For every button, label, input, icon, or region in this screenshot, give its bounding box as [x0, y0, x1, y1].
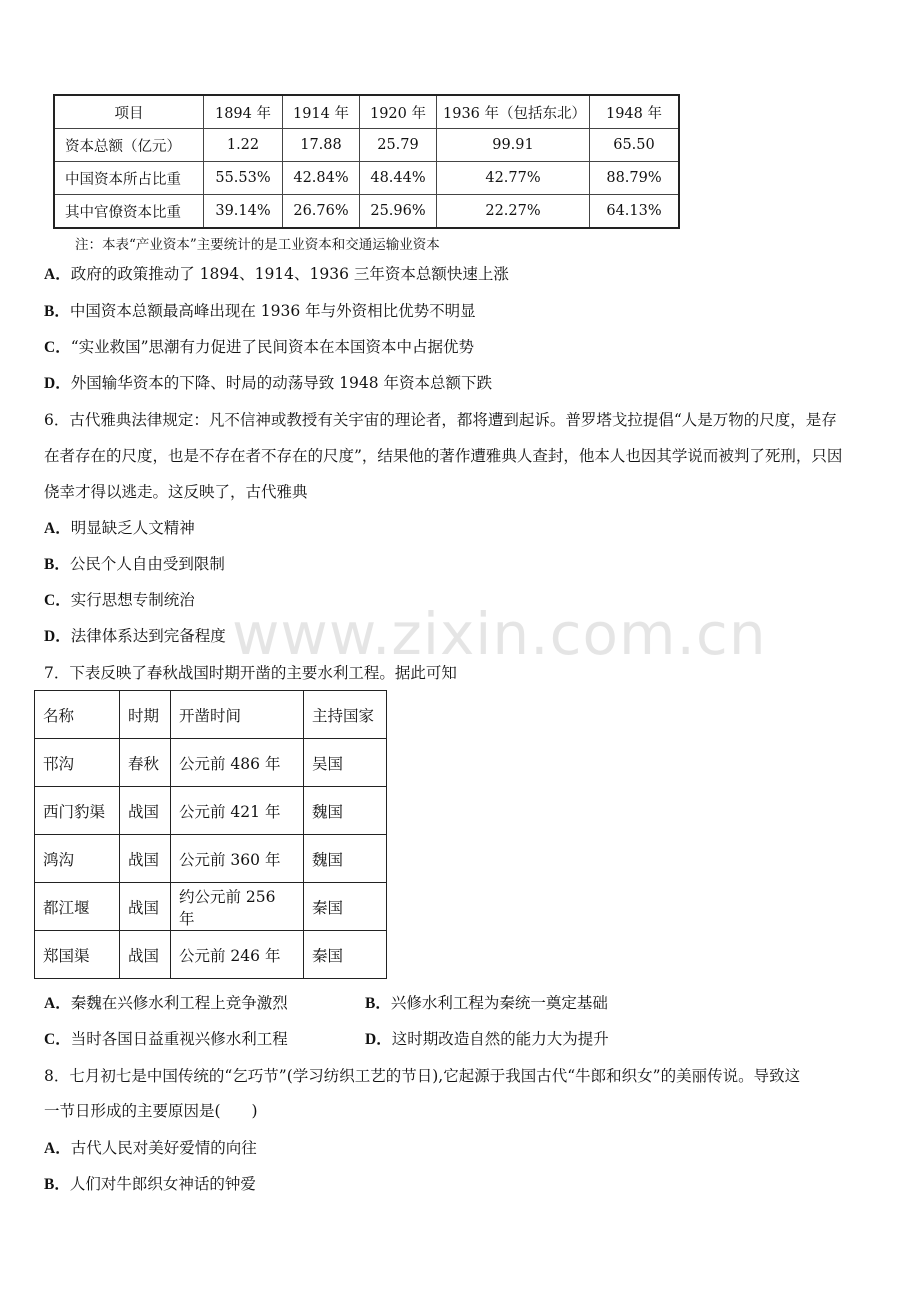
q7-option-a[interactable] — [44, 993, 288, 1014]
option-text: 兴修水利工程为秦统一奠定基础 — [390, 994, 608, 1012]
table-cell: 战国 — [120, 835, 171, 883]
table-cell: 64.13% — [590, 195, 680, 229]
q6-option-a[interactable] — [44, 518, 195, 539]
option-letter: C． — [44, 1031, 71, 1048]
table-cell: 公元前 486 年 — [171, 739, 304, 787]
table-cell: 战国 — [120, 883, 171, 931]
option-text: 法律体系达到完备程度 — [70, 627, 226, 645]
table-cell: 公元前 360 年 — [171, 835, 304, 883]
option-text: 秦魏在兴修水利工程上竞争激烈 — [70, 994, 288, 1012]
q8-option-a[interactable] — [44, 1138, 257, 1159]
q8-stem-line-1: 8．七月初七是中国传统的“乞巧节”(学习纺织工艺的节日),它起源于我国古代“牛郎和织女”的美丽传说。导致这 — [44, 1067, 801, 1085]
q7-option-b[interactable] — [365, 993, 608, 1014]
q6-option-b[interactable] — [44, 554, 225, 575]
table-cell: 17.88 — [283, 129, 360, 162]
option-text: 外国输华资本的下降、时局的动荡导致 1948 年资本总额下跌 — [70, 374, 493, 392]
option-letter: A． — [44, 520, 71, 537]
option-text: 中国资本总额最高峰出现在 1936 年与外资相比优势不明显 — [69, 302, 476, 320]
table-cell: 战国 — [120, 787, 171, 835]
table-cell: 88.79% — [590, 162, 680, 195]
table-cell: 鸿沟 — [35, 835, 120, 883]
option-letter: C． — [44, 592, 71, 609]
option-text: 当时各国日益重视兴修水利工程 — [70, 1030, 288, 1048]
table-cell: 中国资本所占比重 — [54, 162, 204, 195]
table-cell: 26.76% — [283, 195, 360, 229]
q6-stem-line-3: 侥幸才得以逃走。这反映了，古代雅典 — [44, 483, 308, 501]
option-letter: B． — [44, 1176, 70, 1193]
header-cell: 项目 — [54, 95, 204, 129]
table-cell: 25.96% — [360, 195, 437, 229]
table-row — [35, 835, 387, 883]
q5-option-b[interactable] — [44, 301, 476, 322]
table-cell: 48.44% — [360, 162, 437, 195]
option-letter: B． — [365, 995, 391, 1012]
option-letter: C． — [44, 339, 71, 356]
table-row — [54, 162, 679, 195]
q5-option-d[interactable] — [44, 373, 492, 394]
header-cell: 名称 — [35, 691, 120, 739]
table-header-row — [54, 95, 679, 129]
option-letter: D． — [44, 628, 71, 645]
table-note: 注：本表“产业资本”主要统计的是工业资本和交通运输业资本 — [75, 237, 440, 253]
option-letter: D． — [44, 375, 71, 392]
table-cell: 42.77% — [437, 162, 590, 195]
option-letter: B． — [44, 556, 70, 573]
option-letter: A． — [44, 266, 71, 283]
table-row — [54, 129, 679, 162]
q6-option-c[interactable] — [44, 590, 195, 611]
header-cell: 主持国家 — [304, 691, 387, 739]
table-cell: 1.22 — [204, 129, 283, 162]
table-header-row — [35, 691, 387, 739]
q7-option-c[interactable] — [44, 1029, 288, 1050]
q5-option-a[interactable] — [44, 264, 509, 285]
table-cell: 西门豹渠 — [35, 787, 120, 835]
option-text: 公民个人自由受到限制 — [69, 555, 225, 573]
table-row — [35, 883, 387, 931]
header-cell: 开凿时间 — [171, 691, 304, 739]
option-text: 这时期改造自然的能力大为提升 — [391, 1030, 609, 1048]
table-cell: 42.84% — [283, 162, 360, 195]
table-cell: 都江堰 — [35, 883, 120, 931]
header-cell: 1936 年（包括东北） — [437, 95, 590, 129]
q6-option-d[interactable] — [44, 626, 226, 647]
table-cell: 公元前 421 年 — [171, 787, 304, 835]
table-row — [35, 787, 387, 835]
table-cell: 65.50 — [590, 129, 680, 162]
table-row — [54, 195, 679, 229]
header-cell: 1920 年 — [360, 95, 437, 129]
table-row — [35, 739, 387, 787]
option-letter: A． — [44, 995, 71, 1012]
table-cell: 资本总额（亿元） — [54, 129, 204, 162]
table-cell: 约公元前 256 年 — [171, 883, 304, 931]
q8-option-b[interactable] — [44, 1174, 256, 1195]
capital-statistics-table — [53, 94, 680, 229]
table-cell: 22.27% — [437, 195, 590, 229]
q8-stem-line-2: 一节日形成的主要原因是( ) — [44, 1102, 258, 1120]
option-letter: D． — [365, 1031, 392, 1048]
water-projects-table — [34, 690, 387, 979]
table-cell: 秦国 — [304, 883, 387, 931]
option-text: 明显缺乏人文精神 — [70, 519, 195, 537]
table-cell: 39.14% — [204, 195, 283, 229]
header-cell: 1894 年 — [204, 95, 283, 129]
table-cell: 公元前 246 年 — [171, 931, 304, 979]
table-cell: 邗沟 — [35, 739, 120, 787]
option-text: 古代人民对美好爱情的向往 — [70, 1139, 257, 1157]
q5-option-c[interactable] — [44, 337, 474, 358]
q6-stem-line-1: 6．古代雅典法律规定：凡不信神或教授有关宇宙的理论者，都将遭到起诉。普罗塔戈拉提倡“人是万物的尺度，是存 — [44, 411, 837, 429]
option-text: 人们对牛郎织女神话的钟爱 — [69, 1175, 256, 1193]
table-cell: 吴国 — [304, 739, 387, 787]
option-letter: A． — [44, 1140, 71, 1157]
option-text: 实行思想专制统治 — [70, 591, 195, 609]
table-cell: 55.53% — [204, 162, 283, 195]
table-cell: 春秋 — [120, 739, 171, 787]
header-cell: 1914 年 — [283, 95, 360, 129]
table-cell: 99.91 — [437, 129, 590, 162]
table-cell: 秦国 — [304, 931, 387, 979]
option-text: 政府的政策推动了 1894、1914、1936 三年资本总额快速上涨 — [70, 265, 509, 283]
q6-stem-line-2: 在者存在的尺度，也是不存在者不存在的尺度”，结果他的著作遭雅典人查封，他本人也因其学说而被判了死刑，只因 — [44, 447, 843, 465]
watermark: www.zixin.com.cn — [232, 600, 767, 668]
table-cell: 魏国 — [304, 835, 387, 883]
table-cell: 郑国渠 — [35, 931, 120, 979]
table-cell: 战国 — [120, 931, 171, 979]
table-cell: 其中官僚资本比重 — [54, 195, 204, 229]
q7-stem: 7．下表反映了春秋战国时期开凿的主要水利工程。据此可知 — [44, 664, 457, 682]
option-text: “实业救国”思潮有力促进了民间资本在本国资本中占据优势 — [70, 338, 475, 356]
header-cell: 时期 — [120, 691, 171, 739]
table-cell: 魏国 — [304, 787, 387, 835]
header-cell: 1948 年 — [590, 95, 680, 129]
table-cell: 25.79 — [360, 129, 437, 162]
q7-option-d[interactable] — [365, 1029, 609, 1050]
option-letter: B． — [44, 303, 70, 320]
table-row — [35, 931, 387, 979]
